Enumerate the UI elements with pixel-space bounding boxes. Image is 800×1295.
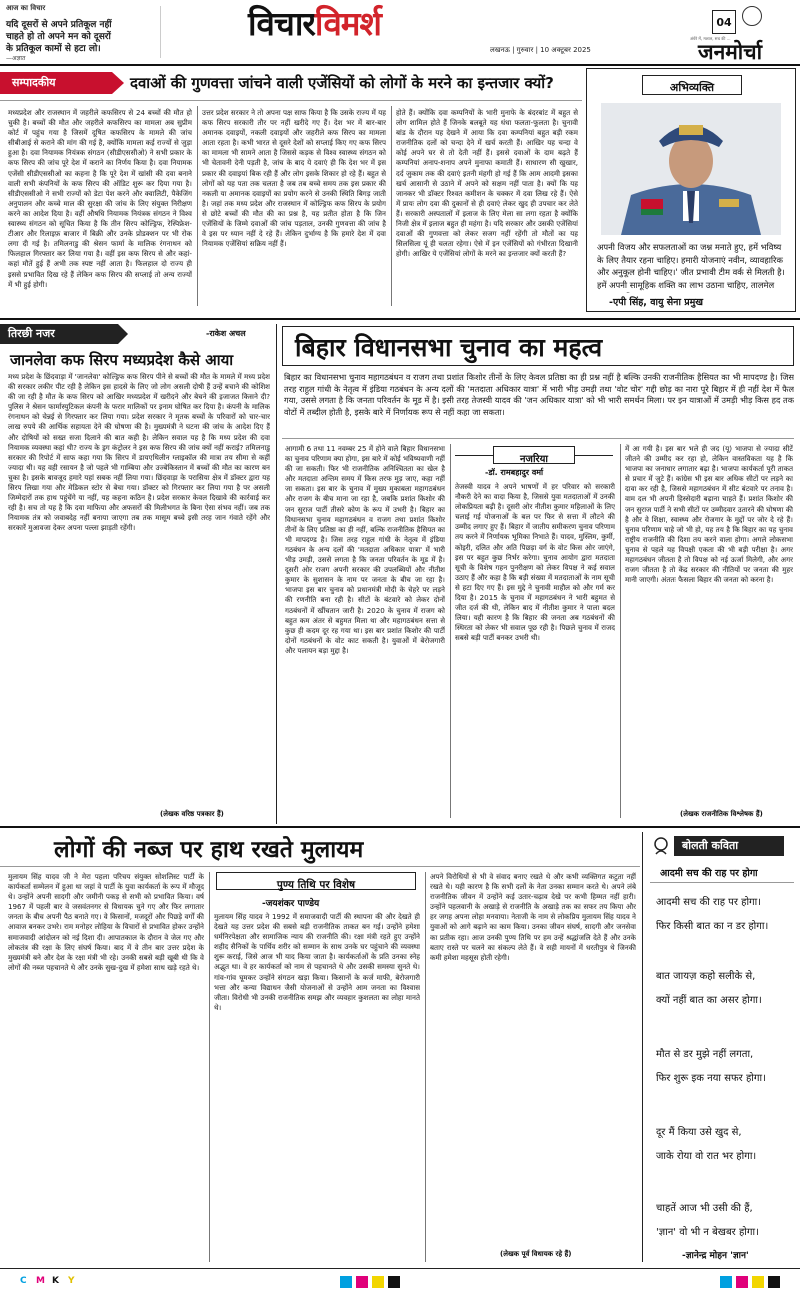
column-divider <box>391 106 392 306</box>
bihar-lead-rule <box>282 438 794 439</box>
section-title <box>248 0 381 45</box>
tirchhi-nazar-headline: जानलेवा कफ सिरप मध्यप्रदेश कैसे आया <box>10 351 234 369</box>
mulayam-footer: (लेखक पूर्व विधायक रहे हैं) <box>500 1250 572 1258</box>
editorial-label-tab <box>0 72 112 94</box>
editorial-column-2: उत्तर प्रदेश सरकार ने तो अपना पक्ष साफ किया है कि उसके राज्य में यह कफ सिरप सरकारी तौर पर नहीं खरीदे गए हैं। देश भर में बार-बार अमानक दवाइयों, नकली दवाइयों और जहरीले कफ सिरप का मामला आता रहता है। कभी भारत से दूसरे देशों को सप्लाई किए गए कफ सिरप का मामला भी सामने आता है जिससे कड़क से विश्व स्वास्थ्य संगठन को भी चेतावनी देनी पड़ती है, जांच के बाद ये दवाएं ही कि देश भर में इस प्रकार की दवाइयां बिक रही हैं और लोग इसके शिकार हो रहे हैं। बहुत से लोगों को यह पता तक चलता है जब तब बच्चे समय तक इस प्रकार की नकली या अमानक दवाइयों का प्रयोग करने से उनकी स्थिति बिगड़ जाती है। जहां तक मध्य प्रदेश और राजस्थान में कोल्ड्रिफ कफ सिरप के प्रयोग से छोटे बच्चों की मौत की का प्रश्न है, यह प्रतीत होता है कि जिन एजेंसियों के जिम्मे दवाओं की जांच पड़ताल, उनकी गुणवत्ता की जांच है वे इस पर ध्यान नहीं दे रहे हैं। लेकिन दुर्भाग्य है कि हमारे देश में दवा नियामक एजेंसियां सक्रिय नहीं हैं। <box>202 108 386 249</box>
registration-mark-m: M <box>36 1276 45 1286</box>
nazariya-label: नजरिया <box>519 454 549 465</box>
abhivyakti-box <box>586 68 796 312</box>
editorial-column-1: मध्यप्रदेश और राजस्थान में जहरीले कफसिरप से 24 बच्चों की मौत हो चुकी है। बच्चों की मौत और जहरीले कफसिरप का मामला अब सुप्रीम कोर्ट में पहुंच गया है जिसमें दूषित कफसिरप के मामले की जांच सीबीआई से कराने की मांग की गई है, क्योंकि मामला कई राज्यों से जुड़ा हुआ है। दवा नियामक नियंत्रक संगठन (सीडीएससीओ) ने सभी प्रकार के कफ सिरप की जांच पूरे देश में कराने का निर्णय किया है। दवा नियामक एजेंसी सीडीएससीओ का कहना है कि पूरे देश में खांसी की दवा बनाने वाली सभी कंपनियों के कफ सिरप की ऑडिट शुरू कर दिया गया है। सीडीएससीओ ने सभी राज्यों को डेटा पेश करने और क्वालिटी, पैकेजिंग अनुपालन और कच्चे माल की सुरक्षा की जांच के लिए संयुक्त निरीक्षण करने का आदेश दिया है। वहीं औषधि नियामक नियंत्रक संगठन ने विश्व स्वास्थ्य संगठन को सूचित किया है कि तीन सिरप कोल्ड्रिफ, रेस्पिफ्रेश-टीआर और रिलाइफ़ बाजार में बिक्री और उनके प्रोडक्शन पर भी रोक लगा दी गई है। तमिलनाडु की श्रेसन फार्मा के मालिक रंगनाथन को फिलहाल गिरफ्तार कर लिया गया है। वहीं इस कफ सिरप से और कहां-कहां मौतें हुई हैं अभी तक स्पष्ट नहीं आता है। फिलहाल दो राज्य ही इससे प्रभावित दिख रहे हैं लेकिन कफ सिरप की सप्लाई तो अन्य राज्यों में भी हुई होगी। <box>8 108 192 289</box>
color-swatch-cyan <box>340 1276 352 1288</box>
bihar-column-2: तेजस्वी यादव ने अपने भाषणों में हर परिवार को सरकारी नौकरी देने का वादा किया है, जिससे युवा मतदाताओं में उनकी लोकप्रियता बढ़ी है। दूसरी ओर नीतीश कुमार महिलाओं के लिए चलाई गई योजनाओं के बल पर फिर से सत्ता में लौटने की उम्मीद लगाए हुए हैं। बिहार में जातीय समीकरण चुनाव परिणाम तय करने में निर्णायक भूमिका निभाते हैं। यादव, मुस्लिम, कुर्मी, कोइरी, दलित और अति पिछड़ा वर्ग के वोट किस ओर जाएंगे, इस पर बहुत कुछ निर्भर करेगा। चुनाव आयोग द्वारा मतदाता सूची के विशेष गहन पुनरीक्षण को लेकर विपक्ष ने कई सवाल उठाए हैं और कहा है कि बड़ी संख्या में मतदाताओं के नाम सूची से हटा दिए गए हैं। इस मुद्दे ने चुनावी माहौल को और गर्म कर दिया है। 2015 के चुनाव में महागठबंधन ने भारी बहुमत से जीत दर्ज की थी, लेकिन बाद में नीतीश कुमार ने पाला बदल लिया। यही कारण है कि बिहार की जनता अब गठबंधनों की स्थिरता को लेकर भी सवाल पूछ रही है। पिछले चुनाव में राजद सबसे बड़ी पार्टी बनकर उभरी थी। <box>455 482 615 643</box>
section-rule <box>0 318 800 320</box>
section-divider <box>276 324 277 824</box>
color-swatch-magenta <box>736 1276 748 1288</box>
brand-logo: जनमोर्चा <box>698 40 763 64</box>
column-divider <box>450 444 451 818</box>
brand-emblem <box>742 6 762 26</box>
editorial-headline: दवाओं की गुणवत्ता जांचने वाली एजेंसियों को लोगों के मरने का इन्तजार क्यों? <box>130 74 554 92</box>
column-divider <box>620 444 621 818</box>
bihar-footer: (लेखक राजनीतिक विश्लेषक हैं) <box>680 810 763 818</box>
mulayam-headline: लोगों की नब्ज पर हाथ रखते मुलायम <box>54 837 364 863</box>
poem-line: आदमी सच की राह पर होगा। <box>656 897 762 908</box>
tirchhi-tab-arrow <box>118 324 128 344</box>
poem-title: आदमी सच की राह पर होगा <box>660 868 758 879</box>
todays-thought-line: चाहते हो तो अपने मन को दूसरों <box>6 32 111 42</box>
nazariya-label-box <box>493 446 575 464</box>
poem-icon-svg <box>650 836 672 856</box>
bihar-headline-box <box>282 326 794 366</box>
section-divider <box>642 832 643 1262</box>
poem-line: फिर किसी बात का न डर होगा। <box>656 921 769 932</box>
brand-tagline: अंधेरे में, मशाल, सच की ... <box>690 36 731 41</box>
poem-title-rule <box>650 882 794 883</box>
page-number: 04 <box>712 10 736 34</box>
poem-line: बात जायज़ कहो सलीके से, <box>656 971 756 982</box>
color-swatch-magenta <box>356 1276 368 1288</box>
poem-line: जाके रोया वो रात भर होगा। <box>656 1151 757 1162</box>
todays-thought-line: के प्रतिकूल कामों से हटा लो। <box>6 44 101 54</box>
bihar-headline: बिहार विधानसभा चुनाव का महत्व <box>295 333 603 362</box>
mulayam-column-3: अपने विरोधियों से भी वे संवाद बनाए रखते थे और कभी व्यक्तिगत कटुता नहीं रखते थे। यही कारण है कि सभी दलों के नेता उनका सम्मान करते थे। अपने लंबे राजनीतिक जीवन में उन्होंने कई उतार-चढ़ाव देखे पर कभी हिम्मत नहीं हारी। उन्होंने पहलवानी के अखाड़े से राजनीति के अखाड़े तक का सफर तय किया और हर जगह अपना लोहा मनवाया। नेताजी के नाम से लोकप्रिय मुलायम सिंह यादव ने युवाओं को आगे बढ़ाने का काम किया। उनका जीवन संघर्ष, सादगी और जनसेवा का प्रतीक रहा। आज उनकी पुण्य तिथि पर हम उन्हें श्रद्धांजलि देते हैं और उनके बताए रास्ते पर चलने का संकल्प लेते हैं। वे सही मायनों में धरतीपुत्र थे जिनकी कमी हमेशा महसूस होती रहेगी। <box>430 872 636 962</box>
editorial-label: सम्पादकीय <box>12 76 56 89</box>
poem-line: फिर शुरू इक नया सफर होगा। <box>656 1073 766 1084</box>
tirchhi-nazar-byline: -राकेश अचल <box>206 329 246 338</box>
poem-line: मौत से डर मुझे नहीं लगता, <box>656 1049 754 1060</box>
color-swatch-black <box>768 1276 780 1288</box>
tirchhi-nazar-tab <box>0 324 118 344</box>
special-label-box <box>216 872 416 890</box>
masthead-divider <box>160 6 161 58</box>
todays-thought-label: आज का विचार <box>6 4 46 12</box>
mulayam-headline-rule <box>0 866 640 867</box>
tirchhi-nazar-label: तिरछी नजर <box>8 327 55 340</box>
poem-line: क्यों नहीं बात का असर होगा। <box>656 995 762 1006</box>
column-divider <box>425 872 426 1262</box>
poem-label: बोलती कविता <box>682 839 739 852</box>
color-swatch-cyan <box>720 1276 732 1288</box>
registration-mark-y: Y <box>68 1276 75 1286</box>
section-rule <box>0 826 800 828</box>
special-label: पुण्य तिथि पर विशेष <box>276 879 356 891</box>
todays-thought-box <box>6 4 156 62</box>
print-color-strip <box>0 1272 800 1292</box>
nazariya-byline: -डॉ. रामबहादुर वर्मा <box>485 468 544 477</box>
abhivyakti-author: -एपी सिंह, वायु सेना प्रमुख <box>609 297 704 308</box>
editorial-column-3: होते हैं। क्योंकि दवा कम्पनियों के भारी मुनाफे के बंदरबांट में बहुत से लोग शामिल होते हैं जिनके बलबूते यह धंधा फलता-फूलता है। चुनावी बांड के दौरान यह देखने में आया कि दवा कम्पनियां बहुत बड़ी रकम राजनीतिक दलों को चन्दा देने में खर्च करती हैं। आखिर यह चन्दा वे कोई अपने घर से तो देती नहीं हैं। इससे दवाओं के दाम बढ़ते हैं कम्पनियां अनाप-शनाप अपने मुनाफा कमाती हैं। साधारण सी खुखार, दर्द जुकाम तक की दवाएं इतनी मंहगी हो गई हैं कि आम आदमी इसका खर्च आसानी से उठाने में अपने को सक्षम नहीं पाता है। क्यों कि यह जानकर भी डॉक्टर रिश्वत कमीशन के चक्कर में दवा लिख रहे हैं। ऐसे में प्रायः लोग दवा की दुकानों से ही दवाएं लेकर खुद ही उपचार कर लेते हैं। सरकारी अस्पतालों में इलाज के लिए मेला सा लगा रहता है क्योंकि निजी क्षेत्र में इलाज बहुत ही महंगा है। यदि सरकार और उसकी एजेंसियां दवाओं की गुणवत्ता को लेकर सजग नहीं रहेंगी तो मौतों का यह सिलसिला यूं ही चलता रहेगा। ऐसे में इन एजेंसियों को गंभीरता दिखानी होगी। आखिर ये एजेंसियां लोगों के मरने का इन्तजार क्यों करती हैं? <box>396 108 578 259</box>
masthead-rule <box>0 64 800 66</box>
bihar-column-3: में आ गयी है। इस बार भले ही जद (यू) भाजपा से ज्यादा सीटें जीतने की उम्मीद कर रहा हो, लेकिन वास्तविकता यह है कि भाजपा का जनाधार लगातार बढ़ा है। भाजपा कार्यकर्ता पूरी ताकत से प्रचार में जुटे हैं। कांग्रेस भी इस बार अधिक सीटों पर लड़ने का दावा कर रही है, जिससे महागठबंधन में सीट बंटवारे पर तनाव है। वाम दल भी अपनी हिस्सेदारी बढ़ाना चाहते हैं। प्रशांत किशोर की जन सुराज पार्टी ने सभी सीटों पर उम्मीदवार उतारने की घोषणा की है और वे शिक्षा, स्वास्थ्य और रोजगार के मुद्दों पर जोर दे रहे हैं। चुनाव परिणाम चाहे जो भी हो, यह तय है कि बिहार का यह चुनाव राष्ट्रीय राजनीति की दिशा तय करने वाला होगा। अगले लोकसभा चुनाव से पहले यह विपक्षी एकता की भी बड़ी परीक्षा है। अगर महागठबंधन जीतता है तो विपक्ष को नई ऊर्जा मिलेगी, और अगर राजग जीतता है तो केंद्र सरकार की नीतियों पर जनता की मुहर मानी जाएगी। अंततः फैसला बिहार की जनता को करना है। <box>625 444 793 585</box>
abhivyakti-label: अभिव्यक्ति <box>669 81 715 94</box>
nazariya-box <box>455 446 613 478</box>
section-title-part1: विचार <box>248 4 315 43</box>
special-byline: -जयशंकर पाण्डेय <box>262 899 320 909</box>
color-swatch-yellow <box>752 1276 764 1288</box>
footer-rule <box>0 1268 800 1269</box>
dateline: लखनऊ | गुरुवार | 10 अक्टूबर 2025 <box>490 46 591 54</box>
poem-icon <box>650 836 672 856</box>
todays-thought-line: यदि दूसरों से अपने प्रतिकूल नहीं <box>6 20 112 30</box>
editorial-headline-rule <box>0 100 582 101</box>
poem-label-tab <box>674 836 784 856</box>
section-title-part2: विमर्श <box>314 4 381 43</box>
tirchhi-nazar-body: मध्य प्रदेश के छिंदवाड़ा में 'जानलेवा' कोल्ड्रिफ कफ सिरप पीने से बच्चों की मौत के मामले में मध्य प्रदेश की सरकार लकीर पीट रही है लेकिन इस हादसे के लिए जो लोग असली दोषी हैं उन्हें बचाने की कोशिश की जा रही है मौत के कफ सिरप को आखिर मध्यप्रदेश में खरीदने और बेचने की इजाजत किसने दी? पुलिस ने श्रेसन फार्मास्युटिकल कंपनी के फरार मालिकों पर इनाम घोषित कर दिया है। कंपनी के मालिक रंगनाथन को चेन्नई से गिरफ्तार कर लिया गया। प्रदेश सरकार ने मृतक बच्चों के परिवारों को चार-चार लाख रुपये की आर्थिक सहायता देने की घोषणा की है। मुख्यमंत्री ने घटना की जांच के आदेश दिए हैं और दोषियों को सख्त सजा दिलाने की बात कही है। लेकिन सवाल यह है कि मध्य प्रदेश की दवा नियामक व्यवस्था कहां थी? राज्य के ड्रग कंट्रोलर ने इस कफ सिरप की जांच क्यों नहीं कराई? तमिलनाडु सरकार की रिपोर्ट में साफ कहा गया कि सिरप में डायएथिलीन ग्लाइकॉल की मात्रा तय सीमा से कहीं ज्यादा थी। यह वही रसायन है जो पहले भी गाम्बिया और उज्बेकिस्तान में बच्चों की मौत का कारण बन चुका है। इसके बावजूद हमारे यहां सबक नहीं लिया गया। छिंदवाड़ा के परासिया क्षेत्र में डॉक्टर द्वारा यह सिरप लिखा गया और मेडिकल स्टोर से बेचा गया। डॉक्टर को गिरफ्तार कर लिया गया है पर असली जिम्मेदारों तक हाथ पहुंचेंगे या नहीं, यह कहना कठिन है। प्रदेश सरकार केवल दिखावे की कार्रवाई कर रही है। सच तो यह है कि दवा माफिया और अफसरों की मिलीभगत के बिना ऐसा संभव नहीं। जब तक नियामक तंत्र को जवाबदेह नहीं बनाया जाएगा तब तक मासूम बच्चे इसी तरह जान गंवाते रहेंगे और सरकारें मुआवजा देकर अपना पल्ला झाड़ती रहेंगी। <box>8 372 270 533</box>
color-swatch-yellow <box>372 1276 384 1288</box>
column-divider <box>209 872 210 1262</box>
mulayam-column-2: मुलायम सिंह यादव ने 1992 में समाजवादी पार्टी की स्थापना की और देखते ही देखते यह उत्तर प्रदेश की सबसे बड़ी राजनीतिक ताकत बन गई। उन्होंने हमेशा धर्मनिरपेक्षता और सामाजिक न्याय की राजनीति की। रक्षा मंत्री रहते हुए उन्होंने शहीद सैनिकों के पार्थिव शरीर को सम्मान के साथ उनके घर पहुंचाने की व्यवस्था शुरू कराई, जिसे आज भी याद किया जाता है। कार्यकर्ताओं के प्रति उनका स्नेह अद्भुत था। वे हर कार्यकर्ता को नाम से पहचानते थे और उसकी समस्या सुनते थे। गांव-गांव घूमकर उन्होंने संगठन खड़ा किया। किसानों के कर्ज माफी, बेरोजगारी भत्ता और कन्या विद्याधन जैसी योजनाओं से उन्होंने आम जनता का विश्वास जीता। विरोधी भी उनकी राजनीतिक समझ और व्यवहार कुशलता का लोहा मानते थे। <box>214 912 420 1012</box>
todays-thought-author: —अज्ञात <box>6 55 26 62</box>
officer-portrait-svg <box>601 103 781 235</box>
tirchhi-nazar-footer: (लेखक वरिष्ठ पत्रकार हैं) <box>160 810 224 818</box>
editorial-tab-arrow <box>112 72 124 94</box>
bihar-lead: बिहार का विधानसभा चुनाव महागठबंधन व राजग तथा प्रशांत किशोर तीनों के लिए केवल प्रतिष्ठा का ही प्रश्न नहीं है बल्कि उनकी राजनीतिक हैसियत का भी मापदण्ड है। जिस तरह राहुल गांधी के नेतृत्व में इंडिया गठबंधन के अन्य दलों की 'मतदाता अधिकार यात्रा' में भारी भीड़ उमड़ी तथा 'वोट चोर' गद्दी छोड़ का नारा पूरे बिहार में ही नहीं देश में फैल गया, उससे लगता है कि जनता परिवर्तन के मूड में है। इसी तरह तेजस्वी यादव की 'जन अधिकार यात्रा' को भी भारी समर्थन मिला। पर इन यात्राओं में उमड़ी भीड़ किस हद तक वोटों में तब्दील होती है, इसके बारे में निर्णायक रूप से नहीं कहा जा सकता। <box>284 372 794 417</box>
officer-portrait <box>601 103 781 235</box>
mulayam-column-1: मुलायम सिंह यादव जी ने मेरा पहला परिचय संयुक्त सोशलिस्ट पार्टी के कार्यकर्ता सम्मेलन में हुआ था जहां वे पार्टी के युवा कार्यकर्ता के रूप में मौजूद थे। उन्होंने अपनी सादगी और जमीनी पकड़ से सभी को प्रभावित किया। वर्ष 1967 में पहली बार वे जसवंतनगर से विधायक चुने गए और फिर लगातार जनता के बीच अपनी पैठ बनाते गए। वे किसानों, मजदूरों और पिछड़े वर्गों की आवाज बनकर उभरे। राम मनोहर लोहिया के विचारों से प्रभावित होकर उन्होंने समाजवादी आंदोलन को नई दिशा दी। आपातकाल के दौरान वे जेल गए और लोकतंत्र की रक्षा के लिए संघर्ष किया। बाद में वे तीन बार उत्तर प्रदेश के मुख्यमंत्री बने और देश के रक्षा मंत्री भी रहे। उनकी सबसे बड़ी खूबी थी कि वे लोगों की नब्ज पहचानते थे और उनके सुख-दुख में हमेशा साथ खड़े रहते थे। <box>8 872 204 972</box>
abhivyakti-label-box <box>642 75 742 95</box>
poem-line: दूर मैं किया उसे खुद से, <box>656 1127 742 1138</box>
color-swatch-black <box>388 1276 400 1288</box>
poem-author: -ज्ञानेन्द्र मोहन 'ज्ञान' <box>682 1251 749 1261</box>
registration-mark-k: K <box>52 1276 59 1286</box>
poem-line: 'ज्ञान' वो भी न बेखबर होगा। <box>656 1227 759 1238</box>
poem-line: चाहतें आज भी उसी की हैं, <box>656 1203 753 1214</box>
column-divider <box>197 106 198 306</box>
bihar-column-1: आगामी 6 तथा 11 नवम्बर 25 में होने वाले बिहार विधानसभा का चुनाव परिणाम क्या होगा, इस बारे में कोई भविष्यवाणी नहीं की जा सकती। फिर भी राजनीतिक अनिश्चितता का खेल है और मतदाता अन्तिम समय में किस तरफ मुड़ जाए, कहा नहीं जा सकता। इस बार के चुनाव में मुख्य मुकाबला महागठबंधन और राजग के बीच माना जा रहा है, जबकि प्रशांत किशोर की जन सुराज पार्टी तीसरे कोण के रूप में उभरी है। बिहार का विधानसभा चुनाव महागठबंधन व राजग तथा प्रशांत किशोर तीनों के लिए प्रतिष्ठा का ही नहीं, बल्कि राजनीतिक हैसियत का भी मापदण्ड है। जिस तरह राहुल गांधी के नेतृत्व में इंडिया गठबंधन के अन्य दलों की 'मतदाता अधिकार यात्रा' में भारी भीड़ उमड़ी, उससे लगता है कि जनता परिवर्तन के मूड में है। दूसरी ओर राजग अपनी सरकार की उपलब्धियों और नीतीश कुमार के सुशासन के नाम पर जनता के बीच जा रहा है। भाजपा इस बार चुनाव को प्रधानमंत्री मोदी के चेहरे पर लड़ने की रणनीति बना रही है। सीटों के बंटवारे को लेकर दोनों गठबंधनों में खींचतान जारी है। 2020 के चुनाव में राजग को बहुत कम अंतर से बहुमत मिला था और महागठबंधन सत्ता से कुछ ही कदम दूर रह गया था। इस बार प्रशांत किशोर की पार्टी दोनों गठबंधनों के वोट काट सकती है। युवाओं में बेरोजगारी और पलायन बड़ा मुद्दा है। <box>285 444 445 655</box>
abhivyakti-quote: अपनी विजय और सफलताओं का जश्न मनाते हुए, हमें भविष्य के लिए तैयार रहना चाहिए। हमारी योजनाएं नवीन, व्यावहारिक और अनुकूल होनी चाहिए।' जीत प्रभावी टीम वर्क से मिलती है। हमें अपनी सामूहिक शक्ति का लाभ उठाना चाहिए, तालमेल <box>597 242 785 290</box>
registration-mark-c: C <box>20 1276 27 1286</box>
